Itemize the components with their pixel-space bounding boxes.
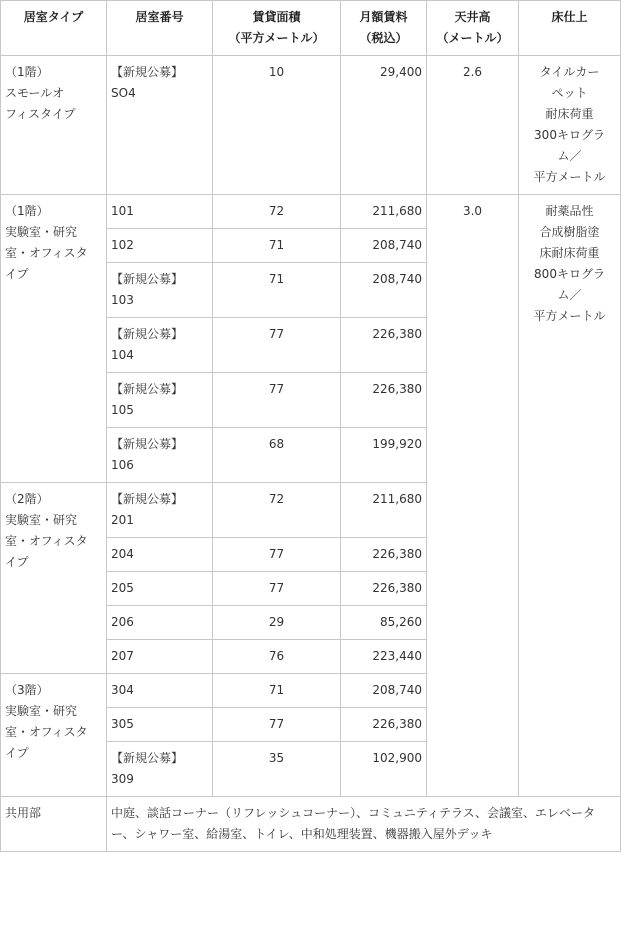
room-number-cell <box>107 373 213 428</box>
text-line: 【新規公募】 <box>111 751 184 765</box>
room-number-cell <box>107 640 213 674</box>
text-line: 【新規公募】 <box>111 272 184 286</box>
text-line: 実験室・研究 <box>5 225 78 239</box>
room-type-cell <box>1 483 107 674</box>
text-line: 101 <box>111 204 134 218</box>
room-number-cell <box>107 195 213 229</box>
area-cell: 10 <box>213 56 341 195</box>
rent-cell: 29,400 <box>341 56 427 195</box>
rent-cell: 226,380 <box>341 538 427 572</box>
room-number-cell <box>107 229 213 263</box>
rent-cell: 208,740 <box>341 229 427 263</box>
area-cell: 71 <box>213 674 341 708</box>
room-number-cell <box>107 428 213 483</box>
shared-row <box>1 797 621 852</box>
room-number-cell <box>107 708 213 742</box>
area-cell: 72 <box>213 195 341 229</box>
table-row <box>1 195 621 229</box>
text-line: 800キログラ <box>534 267 605 281</box>
text-line: 305 <box>111 717 134 731</box>
area-cell: 35 <box>213 742 341 797</box>
area-cell: 77 <box>213 373 341 428</box>
text-line: 104 <box>111 348 134 362</box>
text-line: フィスタイプ <box>5 107 76 121</box>
text-line: 【新規公募】 <box>111 65 184 79</box>
text-line: 合成樹脂塗 <box>539 225 600 239</box>
area-cell: 71 <box>213 229 341 263</box>
area-cell: 77 <box>213 572 341 606</box>
floor-finish-cell <box>519 195 621 797</box>
header-type: 居室タイプ <box>1 1 107 56</box>
area-cell: 29 <box>213 606 341 640</box>
area-cell: 76 <box>213 640 341 674</box>
text-line: ム／ <box>557 288 582 302</box>
text-line: 300キログラ <box>534 128 605 142</box>
room-number-cell <box>107 742 213 797</box>
room-number-cell <box>107 56 213 195</box>
header-area: 賃貸面積 （平方メートル） <box>213 1 341 56</box>
text-line: 309 <box>111 772 134 786</box>
text-line: （1階） <box>5 65 49 79</box>
floor-finish-cell <box>519 56 621 195</box>
rent-cell: 211,680 <box>341 483 427 538</box>
text-line: スモールオ <box>5 86 65 100</box>
area-cell: 77 <box>213 538 341 572</box>
rent-cell: 226,380 <box>341 373 427 428</box>
text-line: イプ <box>5 746 29 760</box>
text-line: 【新規公募】 <box>111 382 184 396</box>
rent-cell: 226,380 <box>341 572 427 606</box>
text-line: 204 <box>111 547 134 561</box>
text-line: 耐床荷重 <box>545 107 594 121</box>
text-line: 【新規公募】 <box>111 437 184 451</box>
text-line: 耐薬品性 <box>545 204 594 218</box>
table-body <box>1 56 621 852</box>
text-line: 102 <box>111 238 134 252</box>
text-line: タイルカー <box>539 65 600 79</box>
text-line: 201 <box>111 513 134 527</box>
header-ceiling: 天井高 （メートル） <box>427 1 519 56</box>
rent-cell: 85,260 <box>341 606 427 640</box>
text-line: 床耐床荷重 <box>539 246 600 260</box>
rent-cell: 223,440 <box>341 640 427 674</box>
text-line: 【新規公募】 <box>111 327 184 341</box>
area-cell: 68 <box>213 428 341 483</box>
rent-cell: 199,920 <box>341 428 427 483</box>
shared-text: 中庭、談話コーナー（リフレッシュコーナー）、コミュニティテラス、会議室、エレベーター、シャワー室、給湯室、トイレ、中和処理装置、機器搬入屋外デッキ <box>107 797 621 852</box>
header-rent: 月額賃料 （税込） <box>341 1 427 56</box>
text-line: 室・オフィスタ <box>5 534 88 548</box>
text-line: （1階） <box>5 204 49 218</box>
shared-label: 共用部 <box>1 797 107 852</box>
ceiling-height-cell: 2.6 <box>427 56 519 195</box>
room-number-cell <box>107 538 213 572</box>
text-line: 室・オフィスタ <box>5 725 88 739</box>
text-line: 【新規公募】 <box>111 492 184 506</box>
room-number-cell <box>107 483 213 538</box>
text-line: イプ <box>5 267 29 281</box>
area-cell: 77 <box>213 318 341 373</box>
table-row <box>1 56 621 195</box>
room-type-cell <box>1 195 107 483</box>
rent-cell: 208,740 <box>341 263 427 318</box>
area-cell: 71 <box>213 263 341 318</box>
rent-cell: 102,900 <box>341 742 427 797</box>
text-line: 105 <box>111 403 134 417</box>
header-row <box>1 1 621 56</box>
room-number-cell <box>107 263 213 318</box>
room-number-cell <box>107 674 213 708</box>
ceiling-height-cell: 3.0 <box>427 195 519 797</box>
text-line: 実験室・研究 <box>5 513 78 527</box>
room-number-cell <box>107 318 213 373</box>
text-line: 103 <box>111 293 134 307</box>
area-cell: 72 <box>213 483 341 538</box>
text-line: ム／ <box>557 149 582 163</box>
text-line: イプ <box>5 555 29 569</box>
text-line: 304 <box>111 683 134 697</box>
text-line: 実験室・研究 <box>5 704 78 718</box>
text-line: 207 <box>111 649 134 663</box>
rent-cell: 211,680 <box>341 195 427 229</box>
text-line: 106 <box>111 458 134 472</box>
rent-cell: 226,380 <box>341 318 427 373</box>
area-cell: 77 <box>213 708 341 742</box>
rent-cell: 226,380 <box>341 708 427 742</box>
rent-cell: 208,740 <box>341 674 427 708</box>
room-number-cell <box>107 572 213 606</box>
header-room: 居室番号 <box>107 1 213 56</box>
text-line: ペット <box>551 86 588 100</box>
room-type-cell <box>1 56 107 195</box>
text-line: 室・オフィスタ <box>5 246 88 260</box>
room-number-cell <box>107 606 213 640</box>
text-line: SO4 <box>111 86 136 100</box>
text-line: （3階） <box>5 683 49 697</box>
header-floor: 床仕上 <box>519 1 621 56</box>
text-line: 205 <box>111 581 134 595</box>
room-type-cell <box>1 674 107 797</box>
text-line: 206 <box>111 615 134 629</box>
text-line: 平方メートル <box>533 170 606 184</box>
text-line: （2階） <box>5 492 49 506</box>
text-line: 平方メートル <box>533 309 606 323</box>
